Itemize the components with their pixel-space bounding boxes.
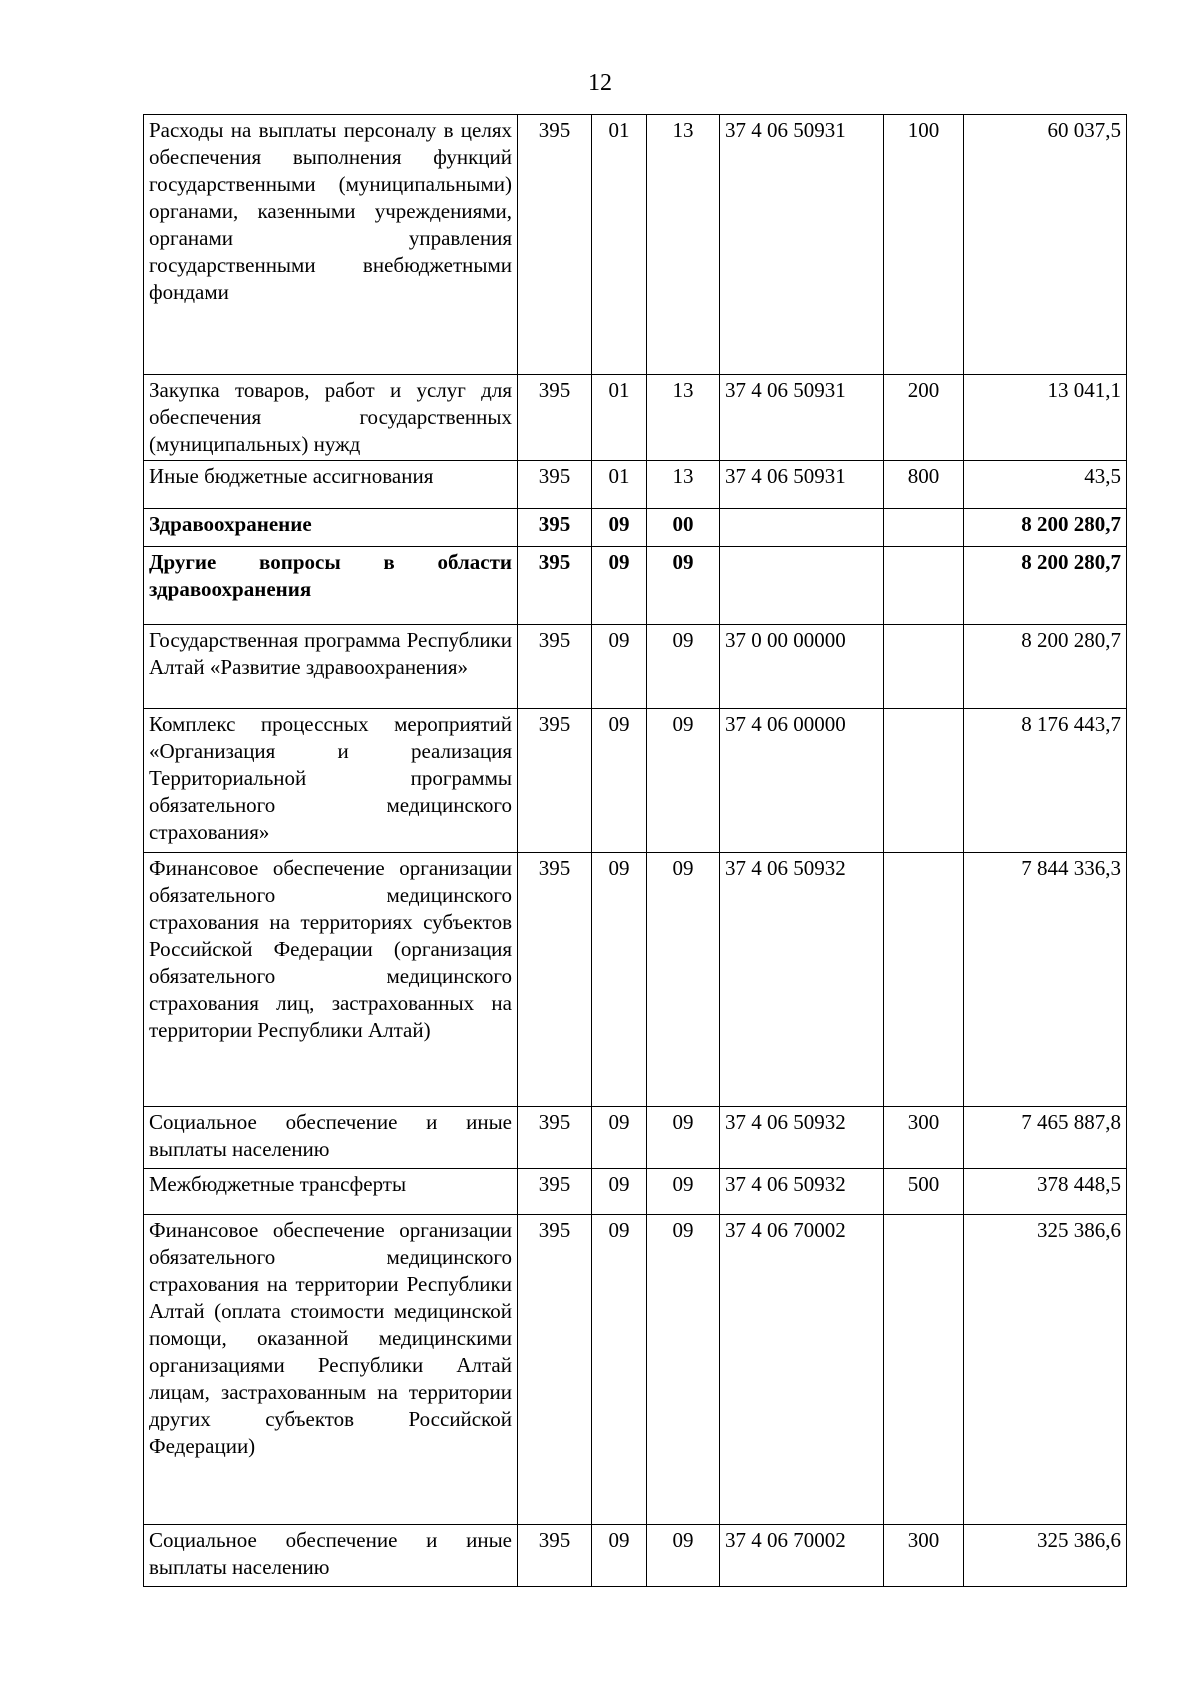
row-name: Расходы на выплаты персоналу в целях обеспечения выполнения функций государственными (муниципальными) органами, казенными учреждениями, органами управления государственными внебюджетными фондами [144, 115, 518, 375]
row-expense-type: 300 [884, 1107, 964, 1169]
row-name: Социальное обеспечение и иные выплаты населению [144, 1107, 518, 1169]
row-grbs-code: 395 [518, 115, 592, 375]
table-row [144, 853, 1127, 1107]
row-name: Комплекс процессных мероприятий «Организация и реализация Территориальной программы обязательного медицинского страхования» [144, 709, 518, 853]
row-name: Социальное обеспечение и иные выплаты населению [144, 1525, 518, 1587]
row-subsection-code: 13 [647, 461, 720, 509]
row-amount: 8 200 280,7 [964, 547, 1127, 625]
row-target-article [720, 547, 884, 625]
row-section-code: 01 [592, 115, 647, 375]
row-section-code: 09 [592, 709, 647, 853]
row-target-article [720, 509, 884, 547]
row-target-article: 37 4 06 50932 [720, 1107, 884, 1169]
row-name: Иные бюджетные ассигнования [144, 461, 518, 509]
row-section-code: 01 [592, 461, 647, 509]
row-expense-type [884, 1215, 964, 1525]
row-amount: 13 041,1 [964, 375, 1127, 461]
row-section-code: 09 [592, 853, 647, 1107]
row-expense-type [884, 547, 964, 625]
row-amount: 7 465 887,8 [964, 1107, 1127, 1169]
row-amount: 8 176 443,7 [964, 709, 1127, 853]
row-amount: 325 386,6 [964, 1215, 1127, 1525]
row-target-article: 37 0 00 00000 [720, 625, 884, 709]
row-amount: 7 844 336,3 [964, 853, 1127, 1107]
row-expense-type [884, 853, 964, 1107]
table-row [144, 115, 1127, 375]
row-subsection-code: 09 [647, 1169, 720, 1215]
table-row [144, 375, 1127, 461]
row-expense-type [884, 509, 964, 547]
table-row [144, 625, 1127, 709]
table-row [144, 709, 1127, 853]
table-row [144, 547, 1127, 625]
row-expense-type: 800 [884, 461, 964, 509]
row-grbs-code: 395 [518, 461, 592, 509]
budget-table [143, 114, 1127, 1587]
row-subsection-code: 13 [647, 115, 720, 375]
row-name: Финансовое обеспечение организации обязательного медицинского страхования на территории Республики Алтай (оплата стоимости медицинской помощи, оказанной медицинскими организациями Республики Алтай лицам, застрахованным на территории других субъектов Российской Федерации) [144, 1215, 518, 1525]
row-section-code: 09 [592, 1169, 647, 1215]
table-row [144, 1525, 1127, 1587]
row-section-code: 09 [592, 1525, 647, 1587]
row-subsection-code: 09 [647, 625, 720, 709]
row-subsection-code: 09 [647, 1215, 720, 1525]
row-section-code: 09 [592, 1107, 647, 1169]
row-expense-type: 300 [884, 1525, 964, 1587]
row-grbs-code: 395 [518, 547, 592, 625]
row-expense-type [884, 625, 964, 709]
row-amount: 8 200 280,7 [964, 625, 1127, 709]
row-target-article: 37 4 06 50931 [720, 461, 884, 509]
row-name: Другие вопросы в области здравоохранения [144, 547, 518, 625]
page-number: 12 [588, 70, 612, 96]
row-subsection-code: 09 [647, 853, 720, 1107]
row-subsection-code: 09 [647, 1525, 720, 1587]
row-section-code: 09 [592, 625, 647, 709]
table-row [144, 1169, 1127, 1215]
row-grbs-code: 395 [518, 509, 592, 547]
table-row [144, 1215, 1127, 1525]
row-amount: 43,5 [964, 461, 1127, 509]
row-name: Здравоохранение [144, 509, 518, 547]
row-grbs-code: 395 [518, 1169, 592, 1215]
row-target-article: 37 4 06 50932 [720, 1169, 884, 1215]
table-row [144, 509, 1127, 547]
row-target-article: 37 4 06 50931 [720, 375, 884, 461]
row-target-article: 37 4 06 50932 [720, 853, 884, 1107]
row-subsection-code: 00 [647, 509, 720, 547]
row-target-article: 37 4 06 70002 [720, 1525, 884, 1587]
row-amount: 325 386,6 [964, 1525, 1127, 1587]
row-subsection-code: 09 [647, 1107, 720, 1169]
row-grbs-code: 395 [518, 375, 592, 461]
row-section-code: 09 [592, 547, 647, 625]
row-grbs-code: 395 [518, 1215, 592, 1525]
row-amount: 60 037,5 [964, 115, 1127, 375]
row-amount: 8 200 280,7 [964, 509, 1127, 547]
row-expense-type: 100 [884, 115, 964, 375]
row-expense-type: 200 [884, 375, 964, 461]
row-grbs-code: 395 [518, 1107, 592, 1169]
row-grbs-code: 395 [518, 1525, 592, 1587]
row-grbs-code: 395 [518, 625, 592, 709]
row-subsection-code: 09 [647, 709, 720, 853]
row-name: Финансовое обеспечение организации обязательного медицинского страхования на территориях субъектов Российской Федерации (организация обязательного медицинского страхования лиц, застрахованных на территории Республики Алтай) [144, 853, 518, 1107]
row-subsection-code: 09 [647, 547, 720, 625]
row-target-article: 37 4 06 50931 [720, 115, 884, 375]
row-target-article: 37 4 06 00000 [720, 709, 884, 853]
table-row [144, 1107, 1127, 1169]
row-section-code: 01 [592, 375, 647, 461]
row-target-article: 37 4 06 70002 [720, 1215, 884, 1525]
row-name: Закупка товаров, работ и услуг для обеспечения государственных (муниципальных) нужд [144, 375, 518, 461]
row-amount: 378 448,5 [964, 1169, 1127, 1215]
table-row [144, 461, 1127, 509]
row-name: Межбюджетные трансферты [144, 1169, 518, 1215]
row-expense-type [884, 709, 964, 853]
budget-table-body [144, 115, 1127, 1587]
row-subsection-code: 13 [647, 375, 720, 461]
row-section-code: 09 [592, 1215, 647, 1525]
row-grbs-code: 395 [518, 709, 592, 853]
row-expense-type: 500 [884, 1169, 964, 1215]
row-name: Государственная программа Республики Алтай «Развитие здравоохранения» [144, 625, 518, 709]
row-grbs-code: 395 [518, 853, 592, 1107]
row-section-code: 09 [592, 509, 647, 547]
